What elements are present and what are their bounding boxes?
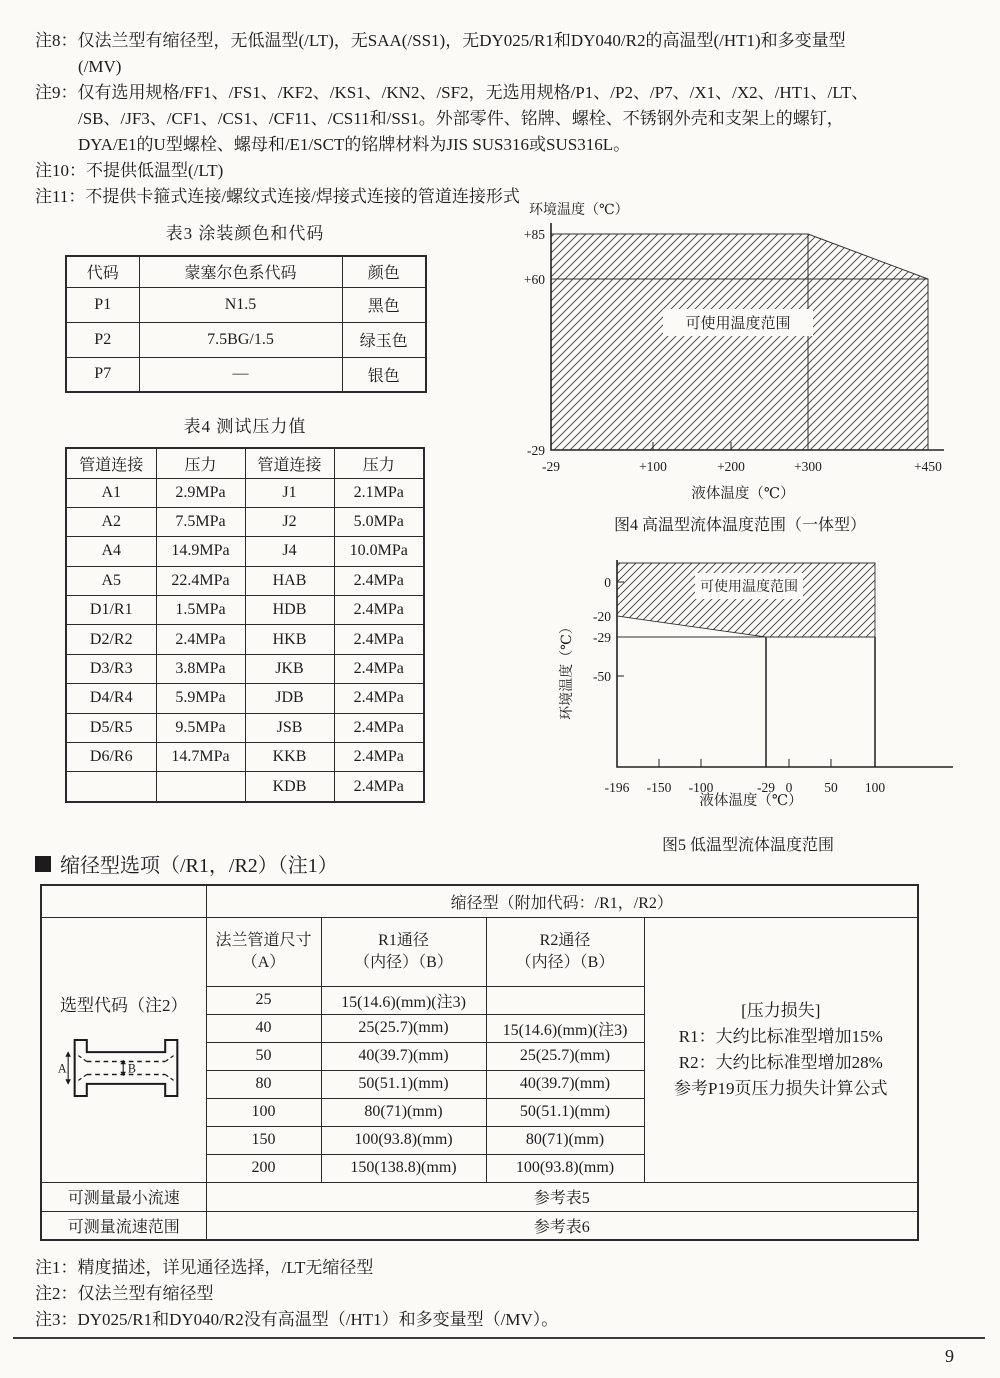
fig4-xtick-label: -29: [542, 459, 560, 474]
fig4-xlabel: 液体温度（℃）: [691, 486, 795, 502]
table3-cell: 银色: [342, 357, 426, 392]
table4-cell: 9.5MPa: [156, 713, 245, 742]
table4-header-cell: 压力: [334, 448, 424, 478]
table4-header-cell: 压力: [156, 448, 245, 478]
note-line: 注10：不提供低温型(/LT): [35, 161, 224, 180]
header-line: R1通径: [378, 931, 429, 949]
note-line: 注1：精度描述，详见通径选择，/LT无缩径型: [35, 1258, 374, 1277]
reducer-section-title: 缩径型选项（/R1，/R2）（注1）: [60, 855, 338, 877]
note-line: 注3：DY025/R1和DY040/R2没有高温型（/HT1）和多变量型（/MV）。: [35, 1310, 559, 1329]
table-row: [66, 742, 424, 771]
fig5-xlabel: 液体温度（℃）: [699, 793, 803, 809]
diagram-dimension-a-label: A: [57, 1061, 67, 1076]
reducer-col-header: [486, 917, 644, 986]
fig4-ytick-label: +85: [523, 227, 545, 242]
reducer-cell: 50(51.1)(mm): [486, 1098, 644, 1126]
header-line: （A）: [241, 953, 286, 971]
table3-title: 表3 涂装颜色和代码: [165, 224, 325, 243]
fig4-xtick-label: +300: [794, 459, 822, 474]
fig4-ytick-label: +60: [523, 272, 545, 287]
reducer-table: [40, 884, 919, 1241]
fig5-xtick-label: -100: [688, 780, 714, 795]
reducer-cell: 150(138.8)(mm): [321, 1154, 486, 1182]
reducer-cell: 25(25.7)(mm): [486, 1042, 644, 1070]
reducer-pipe-diagram: [56, 1028, 196, 1108]
table-row: [66, 772, 424, 802]
header-line: （内径）（B）: [354, 953, 453, 971]
table4-cell: 2.9MPa: [156, 478, 245, 507]
table4-cell: 14.9MPa: [156, 537, 245, 566]
reducer-footer-label: 可测量流速范围: [41, 1211, 206, 1240]
reducer-cell: 40: [206, 1014, 321, 1042]
table4-cell: 10.0MPa: [334, 537, 424, 566]
header-line: 法兰管道尺寸: [215, 931, 312, 949]
table4-cell: JDB: [245, 684, 334, 713]
note-line: 注11：不提供卡箍式连接/螺纹式连接/焊接式连接的管道连接形式: [35, 187, 520, 206]
reducer-cell: 40(39.7)(mm): [486, 1070, 644, 1098]
reducer-empty-corner-cell: [41, 885, 206, 917]
fig4-xtick-label: +450: [914, 459, 942, 474]
reducer-cell: 50: [206, 1042, 321, 1070]
table4-cell: KDB: [245, 772, 334, 802]
reducer-cell: 100: [206, 1098, 321, 1126]
table3-header-cell: 颜色: [342, 256, 426, 287]
fig4-ylabel: 环境温度（℃）: [529, 203, 629, 218]
table4-cell: HKB: [245, 625, 334, 654]
table4-cell: 2.4MPa: [334, 713, 424, 742]
page-number: 9: [945, 1346, 954, 1366]
table3-cell: —: [139, 357, 342, 392]
reducer-section-heading: [35, 849, 338, 878]
table4-cell: A2: [66, 507, 156, 536]
fig5-xtick-label: -150: [646, 780, 672, 795]
table-row: [41, 917, 918, 986]
table-row: [66, 596, 424, 625]
note-line: 注2：仅法兰型有缩径型: [35, 1284, 214, 1303]
fig5-ylabel: 环境温度（℃）: [560, 620, 575, 720]
fig5-ytick-label: -20: [593, 609, 611, 624]
fig4-region-label: 可使用温度范围: [685, 316, 791, 332]
pressure-loss-note: [644, 917, 918, 1182]
table3-header-cell: 代码: [66, 256, 139, 287]
reducer-cell: 100(93.8)(mm): [321, 1126, 486, 1154]
table4-cell: 2.4MPa: [334, 742, 424, 771]
table-row: [66, 654, 424, 683]
table4-cell: 2.4MPa: [334, 772, 424, 802]
fig5-region-label: 可使用温度范围: [700, 580, 798, 595]
reducer-footer-value: 参考表5: [206, 1182, 918, 1211]
selection-code-cell: [41, 917, 206, 1182]
table-row: [41, 1182, 918, 1211]
table3-cell: 绿玉色: [342, 322, 426, 357]
fig5-xtick-label: 50: [824, 780, 838, 795]
note-line: 注9：仅有选用规格/FF1、/FS1、/KF2、/KS1、/KN2、/SF2，无选用规格/P1、/P2、/P7、/X1、/X2、/HT1、/LT、: [35, 83, 869, 102]
table4-cell: 5.0MPa: [334, 507, 424, 536]
table4-cell: D3/R3: [66, 654, 156, 683]
table-row: [66, 287, 426, 322]
table-row: [66, 507, 424, 536]
table4-cell: D2/R2: [66, 625, 156, 654]
reducer-cell: [486, 986, 644, 1014]
table4-cell: J2: [245, 507, 334, 536]
note-line: 注8：仅法兰型有缩径型，无低温型(/LT)，无SAA(/SS1)，无DY025/R1和DY040/R2的高温型(/HT1)和多变量型: [35, 31, 846, 50]
table4-cell: D4/R4: [66, 684, 156, 713]
table4-cell: JSB: [245, 713, 334, 742]
reducer-col-header: [321, 917, 486, 986]
table4-cell: [66, 772, 156, 802]
table4-header-cell: 管道连接: [245, 448, 334, 478]
table4-header-cell: 管道连接: [66, 448, 156, 478]
reducer-cell: 25: [206, 986, 321, 1014]
table4-cell: KKB: [245, 742, 334, 771]
table3-cell: P1: [66, 287, 139, 322]
table-row: [66, 322, 426, 357]
reducer-cell: 40(39.7)(mm): [321, 1042, 486, 1070]
table-row: [66, 713, 424, 742]
table-row: [41, 885, 918, 917]
reducer-cell: 25(25.7)(mm): [321, 1014, 486, 1042]
table4-cell: 1.5MPa: [156, 596, 245, 625]
reducer-cell: 50(51.1)(mm): [321, 1070, 486, 1098]
table-row: [66, 256, 426, 287]
table4-cell: 2.1MPa: [334, 478, 424, 507]
table-row: [66, 357, 426, 392]
reducer-col-header: [206, 917, 321, 986]
fig4-xtick-label: +100: [639, 459, 667, 474]
table4-cell: D6/R6: [66, 742, 156, 771]
note-line: (/MV): [78, 57, 122, 76]
table4-cell: [156, 772, 245, 802]
table4-cell: HAB: [245, 566, 334, 595]
fig4-caption: 图4 高温型流体温度范围（一体型）: [613, 517, 867, 534]
reducer-cell: 80(71)(mm): [486, 1126, 644, 1154]
table4-cell: 7.5MPa: [156, 507, 245, 536]
header-line: （内径）（B）: [515, 953, 615, 971]
table4-cell: J1: [245, 478, 334, 507]
table4-cell: A5: [66, 566, 156, 595]
table3-header-cell: 蒙塞尔色系代码: [139, 256, 342, 287]
reducer-cell: 15(14.6)(mm)(注3): [486, 1014, 644, 1042]
fig5-ytick-label: -50: [593, 669, 611, 684]
table-row: [66, 478, 424, 507]
table3-paint-colors: [65, 255, 427, 393]
table4-cell: 2.4MPa: [156, 625, 245, 654]
table4-cell: 5.9MPa: [156, 684, 245, 713]
table4-cell: HDB: [245, 596, 334, 625]
fig4-xtick-label: +200: [717, 459, 745, 474]
table4-cell: D5/R5: [66, 713, 156, 742]
table4-cell: A4: [66, 537, 156, 566]
table4-cell: 2.4MPa: [334, 654, 424, 683]
table4-cell: 3.8MPa: [156, 654, 245, 683]
table-row: [66, 566, 424, 595]
table4-cell: 2.4MPa: [334, 566, 424, 595]
table4-cell: 2.4MPa: [334, 625, 424, 654]
header-line: R2通径: [539, 931, 591, 949]
reducer-cell: 80: [206, 1070, 321, 1098]
fig5-ytick-label: 0: [604, 575, 611, 590]
top-notes: [35, 28, 985, 210]
table4-cell: D1/R1: [66, 596, 156, 625]
note-line: /SB、/JF3、/CF1、/CS1、/CF11、/CS11和/SS1。外部零件、铭牌、螺栓、不锈钢外壳和支架上的螺钉，: [78, 109, 844, 128]
table4-cell: A1: [66, 478, 156, 507]
table4-cell: 2.4MPa: [334, 596, 424, 625]
diagram-dimension-b-label: B: [127, 1061, 136, 1076]
fig5-caption: 图5 低温型流体温度范围: [661, 837, 835, 854]
table4-cell: 2.4MPa: [334, 684, 424, 713]
fig5-ytick-label: -29: [593, 630, 611, 645]
fig5-x-ticks: [659, 759, 831, 767]
bottom-notes: [35, 1255, 935, 1333]
fig5-xtick-label: -196: [604, 780, 630, 795]
fig5-xtick-label: -29: [757, 780, 775, 795]
fig4-usable-region: [551, 234, 928, 450]
table-row: [41, 1211, 918, 1240]
table4-cell: JKB: [245, 654, 334, 683]
reducer-footer-label: 可测量最小流速: [41, 1182, 206, 1211]
selection-code-label: 选型代码（注2）: [60, 996, 188, 1015]
table4-cell: J4: [245, 537, 334, 566]
reducer-span-header: 缩径型（附加代码：/R1，/R2）: [206, 885, 918, 917]
table3-cell: 黑色: [342, 287, 426, 322]
table4-title: 表4 测试压力值: [183, 417, 307, 436]
fig4-ytick-label: -29: [527, 443, 545, 458]
reducer-cell: 15(14.6)(mm)(注3): [321, 986, 486, 1014]
table3-cell: P2: [66, 322, 139, 357]
fig4-chart: [503, 197, 978, 542]
square-bullet-icon: [35, 856, 51, 872]
note-line: DYA/E1的U型螺栓、螺母和/E1/SCT的铭牌材料为JIS SUS316或SUS316L。: [78, 135, 631, 154]
table-row: [66, 625, 424, 654]
reducer-cell: 150: [206, 1126, 321, 1154]
reducer-cell: 80(71)(mm): [321, 1098, 486, 1126]
pressure-loss-line: R1：大约比标准型增加15%: [678, 1026, 883, 1046]
table-row: [66, 537, 424, 566]
pressure-loss-line: 参考P19页压力损失计算公式: [674, 1078, 888, 1098]
reducer-cell: 200: [206, 1154, 321, 1182]
footer-rule: [13, 1337, 985, 1339]
table4-cell: 14.7MPa: [156, 742, 245, 771]
pressure-loss-line: [压力损失]: [741, 1000, 821, 1020]
reducer-footer-value: 参考表6: [206, 1211, 918, 1240]
pressure-loss-line: R2：大约比标准型增加28%: [678, 1052, 883, 1072]
table-row: [66, 448, 424, 478]
table3-cell: P7: [66, 357, 139, 392]
table3-cell: 7.5BG/1.5: [139, 322, 342, 357]
table4-cell: 22.4MPa: [156, 566, 245, 595]
fig5-xtick-label: 100: [864, 780, 886, 795]
table-row: [66, 684, 424, 713]
table4-test-pressure: [65, 447, 425, 803]
fig5-xtick-label: 0: [785, 780, 793, 795]
reducer-cell: 100(93.8)(mm): [486, 1154, 644, 1182]
fig5-chart: [543, 552, 963, 857]
table3-cell: N1.5: [139, 287, 342, 322]
